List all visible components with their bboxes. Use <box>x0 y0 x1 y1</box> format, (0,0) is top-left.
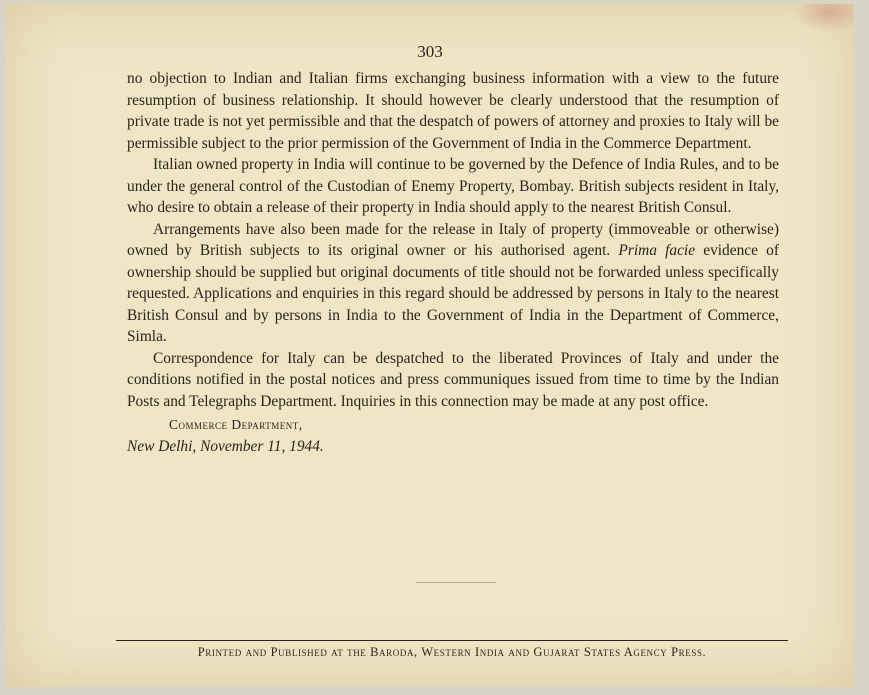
paragraph-2: Italian owned property in India will continue to be governed by the Defence of India Rules, and to be under the general control of the Custodian of Enemy Property, Bombay. British subjects resident in Italy, who desire to obtain a release of their property in India should apply to the nearest British Consul. <box>127 156 779 216</box>
document-body <box>127 68 779 457</box>
signature-department: Commerce Department, <box>169 417 303 432</box>
paragraph-3-text-b: evidence of ownership should be supplied but original documents of title should not be forwarded unless specifically requested. Applications and enquiries in this regard should be addressed by persons in Italy to the nearest British Consul and by persons in India to the Government of India in the Department of Commerce, Simla. <box>127 242 779 345</box>
paragraph-3 <box>127 219 779 348</box>
page-number: 303 <box>417 42 443 61</box>
printer-imprint: Printed and Published at the Baroda, Western India and Gujarat States Agency Press. <box>197 645 707 659</box>
signature-dateline: New Delhi, November 11, 1944. <box>127 437 324 455</box>
footer-rule <box>116 640 788 641</box>
paragraph-3-text-a: Arrangements have also been made for the release in Italy of property (immoveable or otherwise) owned by British subjects to its original owner or his authorised agent. <box>127 220 779 259</box>
document-page <box>6 4 854 687</box>
paper-stain <box>794 4 854 32</box>
faint-divider <box>416 582 496 583</box>
paragraph-3-italic: Prima facie <box>618 242 696 259</box>
paragraph-1: no objection to Indian and Italian firms exchanging business information with a view to the future resumption of business relationship. It should however be clearly understood that the resumption of private trade is not yet permissible and that the despatch of powers of attorney and proxies to Italy will be permissible subject to the prior permission of the Government of India in the Commerce Department. <box>127 70 779 152</box>
paragraph-4: Correspondence for Italy can be despatched to the liberated Provinces of Italy and under the conditions notified in the postal notices and press communiques issued from time to time by the Indian Posts and Telegraphs Department. Inquiries in this connection may be made at any post office. <box>127 349 779 410</box>
